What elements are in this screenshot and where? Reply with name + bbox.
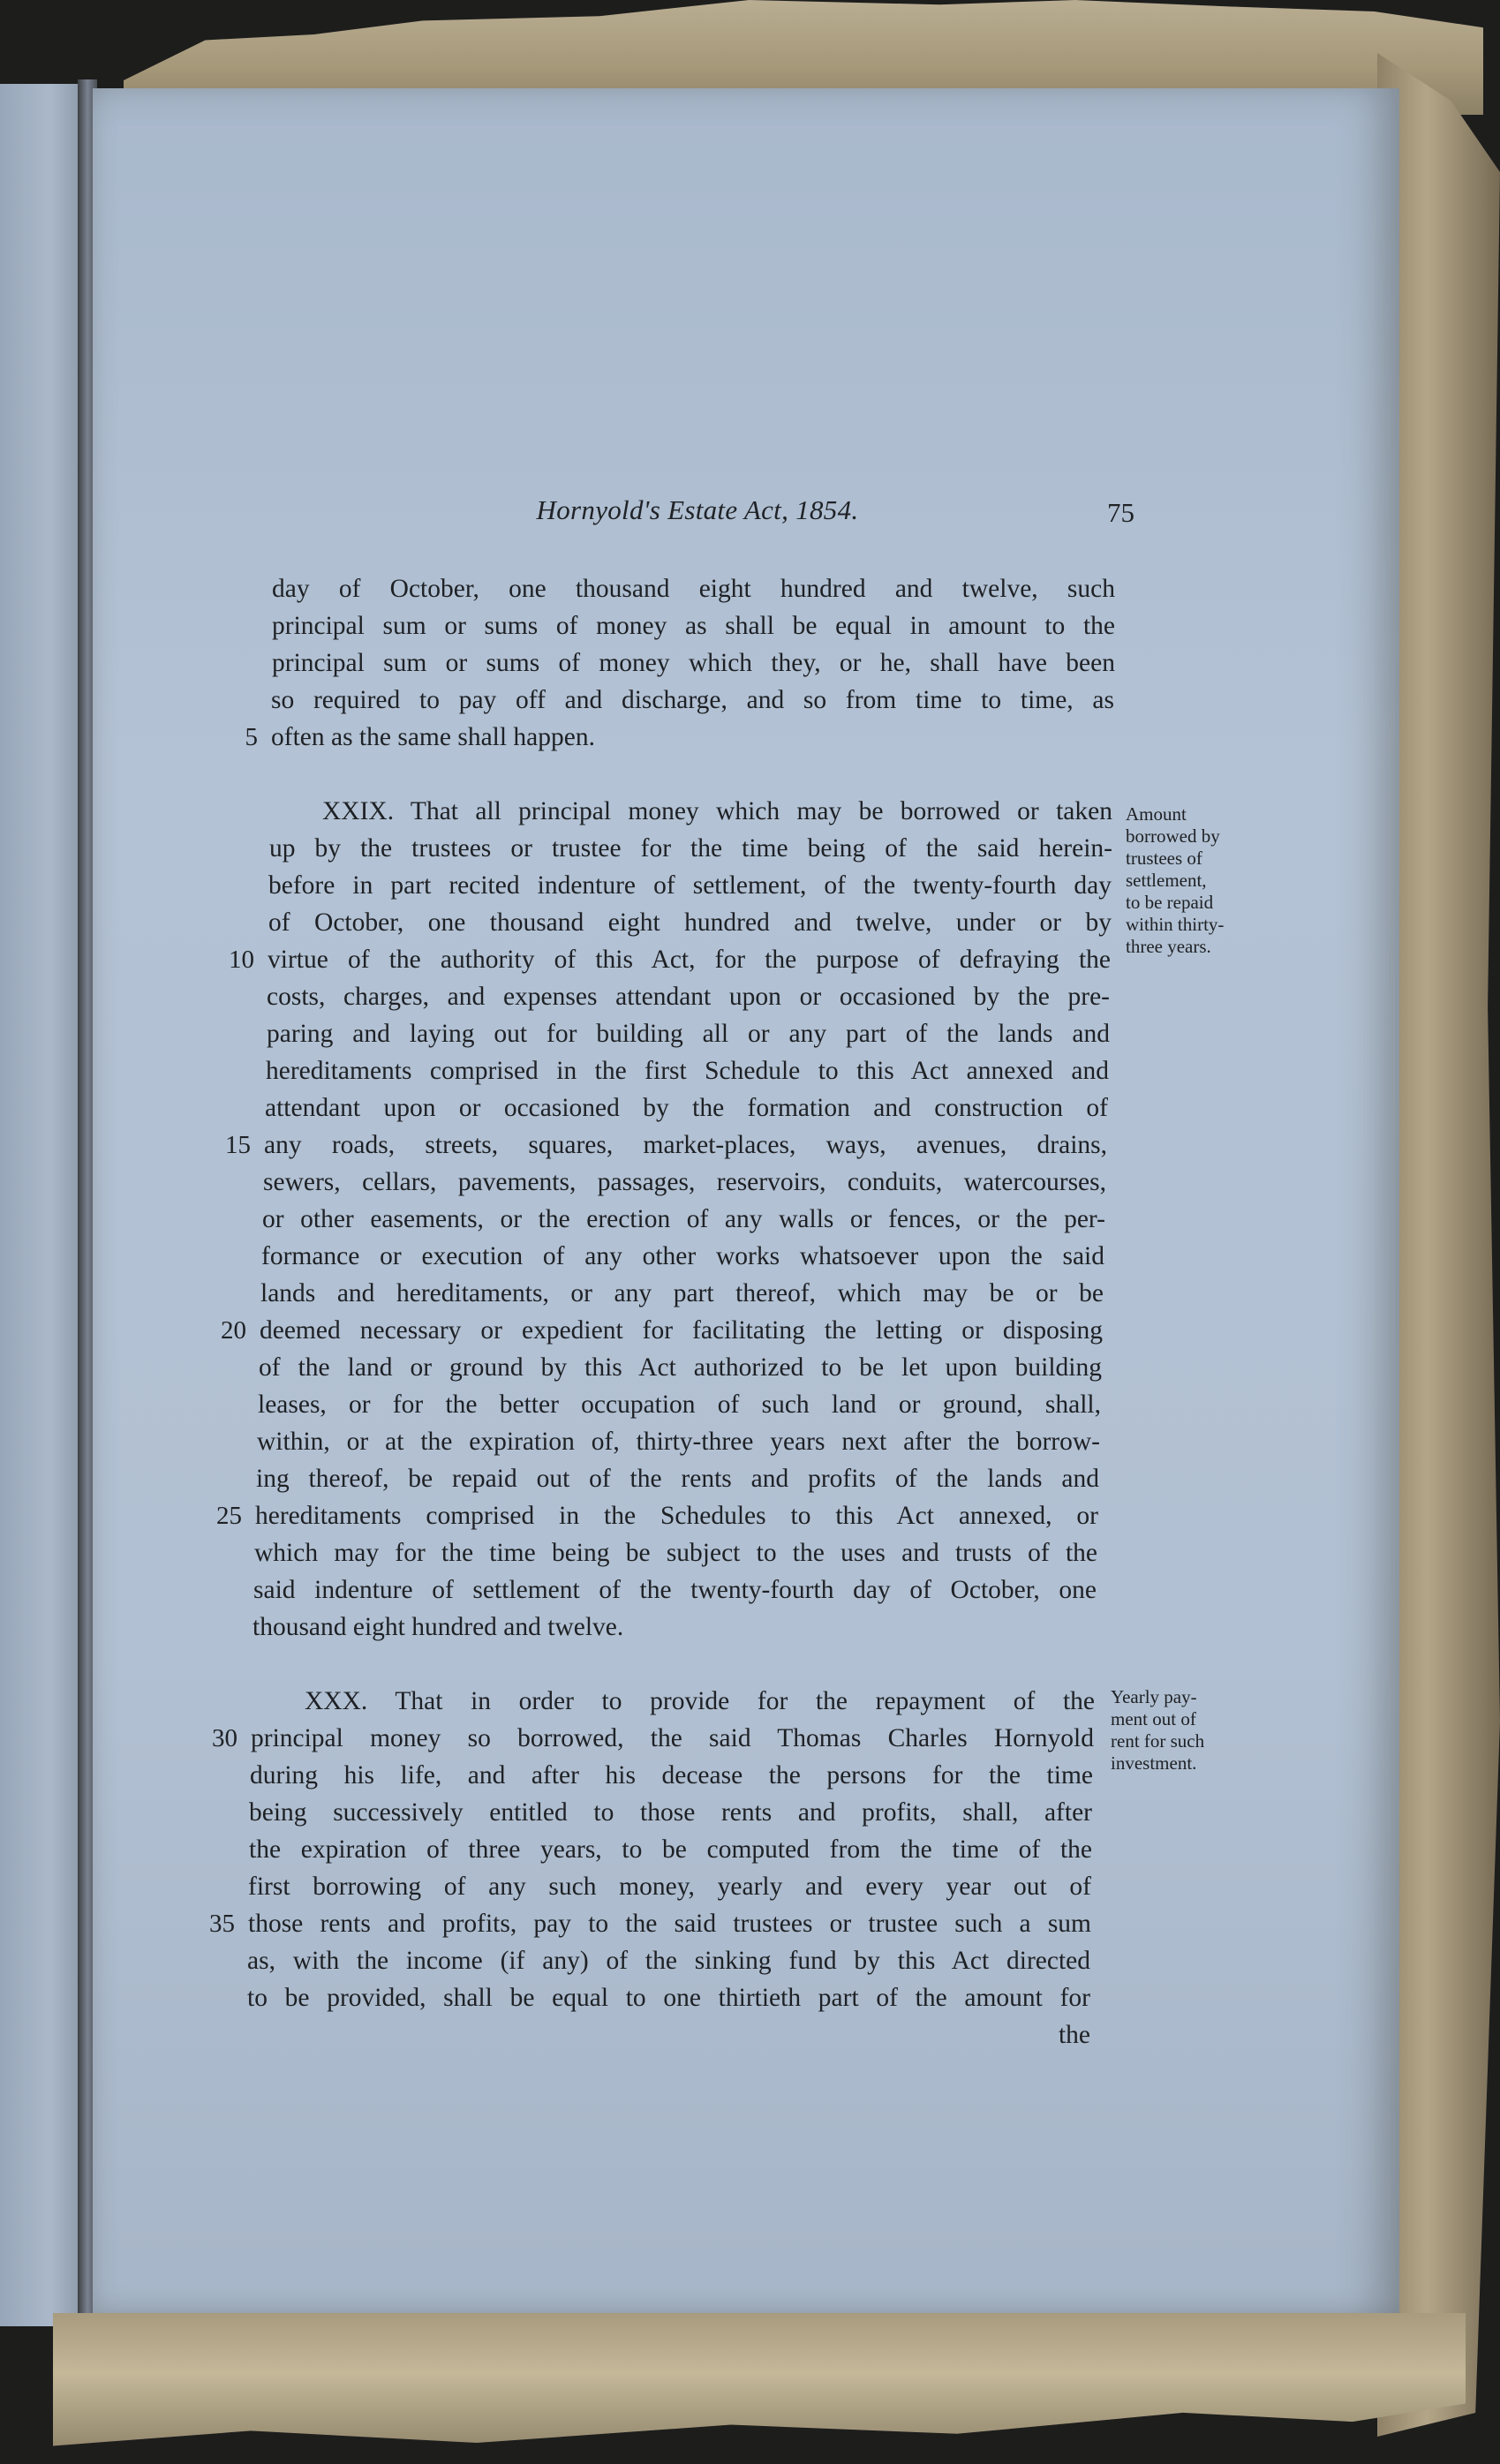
- line-number: 15: [225, 1131, 251, 1159]
- text-line: said indenture of settlement of the twenty-fourth day of October, one: [253, 1576, 1097, 1604]
- line-number: 20: [221, 1316, 246, 1345]
- text-line: principal money so borrowed, the said Thomas Charles Hornyold: [251, 1724, 1094, 1752]
- text-line: costs, charges, and expenses attendant upon or occasioned by the pre-: [267, 983, 1110, 1011]
- marginal-note-line: trustees of: [1126, 848, 1202, 869]
- marginal-note-line: borrowed by: [1126, 825, 1220, 847]
- line-number: 5: [245, 723, 258, 751]
- text-line: during his life, and after his decease the persons for the time: [250, 1761, 1093, 1790]
- text-line: XXIX. That all principal money which may be borrowed or taken: [322, 797, 1112, 825]
- text-line: before in part recited indenture of settlement, of the twenty-fourth day: [268, 871, 1112, 900]
- text-line: of the land or ground by this Act authorized to be let upon building: [259, 1353, 1102, 1382]
- marginal-note-line: Yearly pay-: [1111, 1686, 1197, 1707]
- marginal-note-line: to be repaid: [1126, 892, 1214, 913]
- marginal-note-line: three years.: [1126, 936, 1211, 957]
- torn-paper-bottom: [53, 2313, 1466, 2464]
- text-line: to be provided, shall be equal to one thirtieth part of the amount for: [247, 1984, 1090, 2012]
- text-line: attendant upon or occasioned by the formation and construction of: [265, 1094, 1108, 1122]
- marginal-note-line: Amount: [1126, 803, 1187, 825]
- text-line: lands and hereditaments, or any part thereof, which may be or be: [260, 1279, 1104, 1307]
- text-line: within, or at the expiration of, thirty-three years next after the borrow-: [257, 1428, 1100, 1456]
- marginal-note-line: settlement,: [1126, 870, 1207, 891]
- left-facing-page: [0, 84, 84, 2326]
- text-line: ing thereof, be repaid out of the rents and profits of the lands and: [256, 1465, 1099, 1493]
- marginal-note: [1126, 803, 1267, 958]
- text-line: hereditaments comprised in the Schedules to this Act annexed, or: [255, 1502, 1098, 1530]
- text-line: as, with the income (if any) of the sinking fund by this Act directed: [247, 1947, 1090, 1975]
- line-number: 30: [212, 1724, 237, 1752]
- text-line: sewers, cellars, pavements, passages, reservoirs, conduits, watercourses,: [263, 1168, 1106, 1196]
- text-line: virtue of the authority of this Act, for the purpose of defraying the: [268, 946, 1111, 974]
- text-line: often as the same shall happen.: [271, 723, 595, 751]
- text-line: so required to pay off and discharge, and so from time to time, as: [271, 686, 1114, 714]
- text-line: deemed necessary or expedient for facilitating the letting or disposing: [260, 1316, 1103, 1345]
- text-line: those rents and profits, pay to the said trustees or trustee such a sum: [248, 1910, 1091, 1938]
- text-line: principal sum or sums of money as shall be equal in amount to the: [272, 612, 1115, 640]
- marginal-note-line: rent for such: [1111, 1730, 1205, 1752]
- line-number: 35: [209, 1910, 235, 1938]
- text-line: XXX. That in order to provide for the repayment of the: [305, 1687, 1095, 1715]
- text-line: formance or execution of any other works whatsoever upon the said: [261, 1242, 1104, 1270]
- line-number: 10: [229, 946, 254, 974]
- marginal-note-line: within thirty-: [1126, 914, 1225, 935]
- text-line: first borrowing of any such money, yearly and every year out of: [248, 1872, 1091, 1901]
- text-line: thousand eight hundred and twelve.: [253, 1613, 624, 1641]
- text-line: hereditaments comprised in the first Schedule to this Act annexed and: [266, 1057, 1109, 1085]
- text-line: or other easements, or the erection of any walls or fences, or the per-: [262, 1205, 1105, 1233]
- text-line: principal sum or sums of money which they, or he, shall have been: [272, 649, 1115, 677]
- running-title: Hornyold's Estate Act, 1854.: [536, 494, 859, 525]
- line-number: 25: [216, 1502, 242, 1530]
- page-number: 75: [1107, 497, 1134, 528]
- text-line: day of October, one thousand eight hundred and twelve, such: [272, 575, 1115, 603]
- marginal-note-line: investment.: [1111, 1752, 1197, 1774]
- text-line: being successively entitled to those rents and profits, shall, after: [249, 1798, 1092, 1827]
- text-line: leases, or for the better occupation of such land or ground, shall,: [258, 1390, 1101, 1419]
- text-line: which may for the time being be subject to the uses and trusts of the: [254, 1539, 1097, 1567]
- text-line: paring and laying out for building all or any part of the lands and: [267, 1020, 1110, 1048]
- text-line: the expiration of three years, to be computed from the time of the: [249, 1835, 1092, 1864]
- text-line: the: [1058, 2021, 1090, 2049]
- text-line: of October, one thousand eight hundred and twelve, under or by: [268, 908, 1112, 937]
- marginal-note: [1111, 1686, 1252, 1775]
- text-line: any roads, streets, squares, market-places, ways, avenues, drains,: [264, 1131, 1107, 1159]
- text-line: up by the trustees or trustee for the time being of the said herein-: [269, 834, 1112, 863]
- marginal-note-line: ment out of: [1111, 1708, 1196, 1729]
